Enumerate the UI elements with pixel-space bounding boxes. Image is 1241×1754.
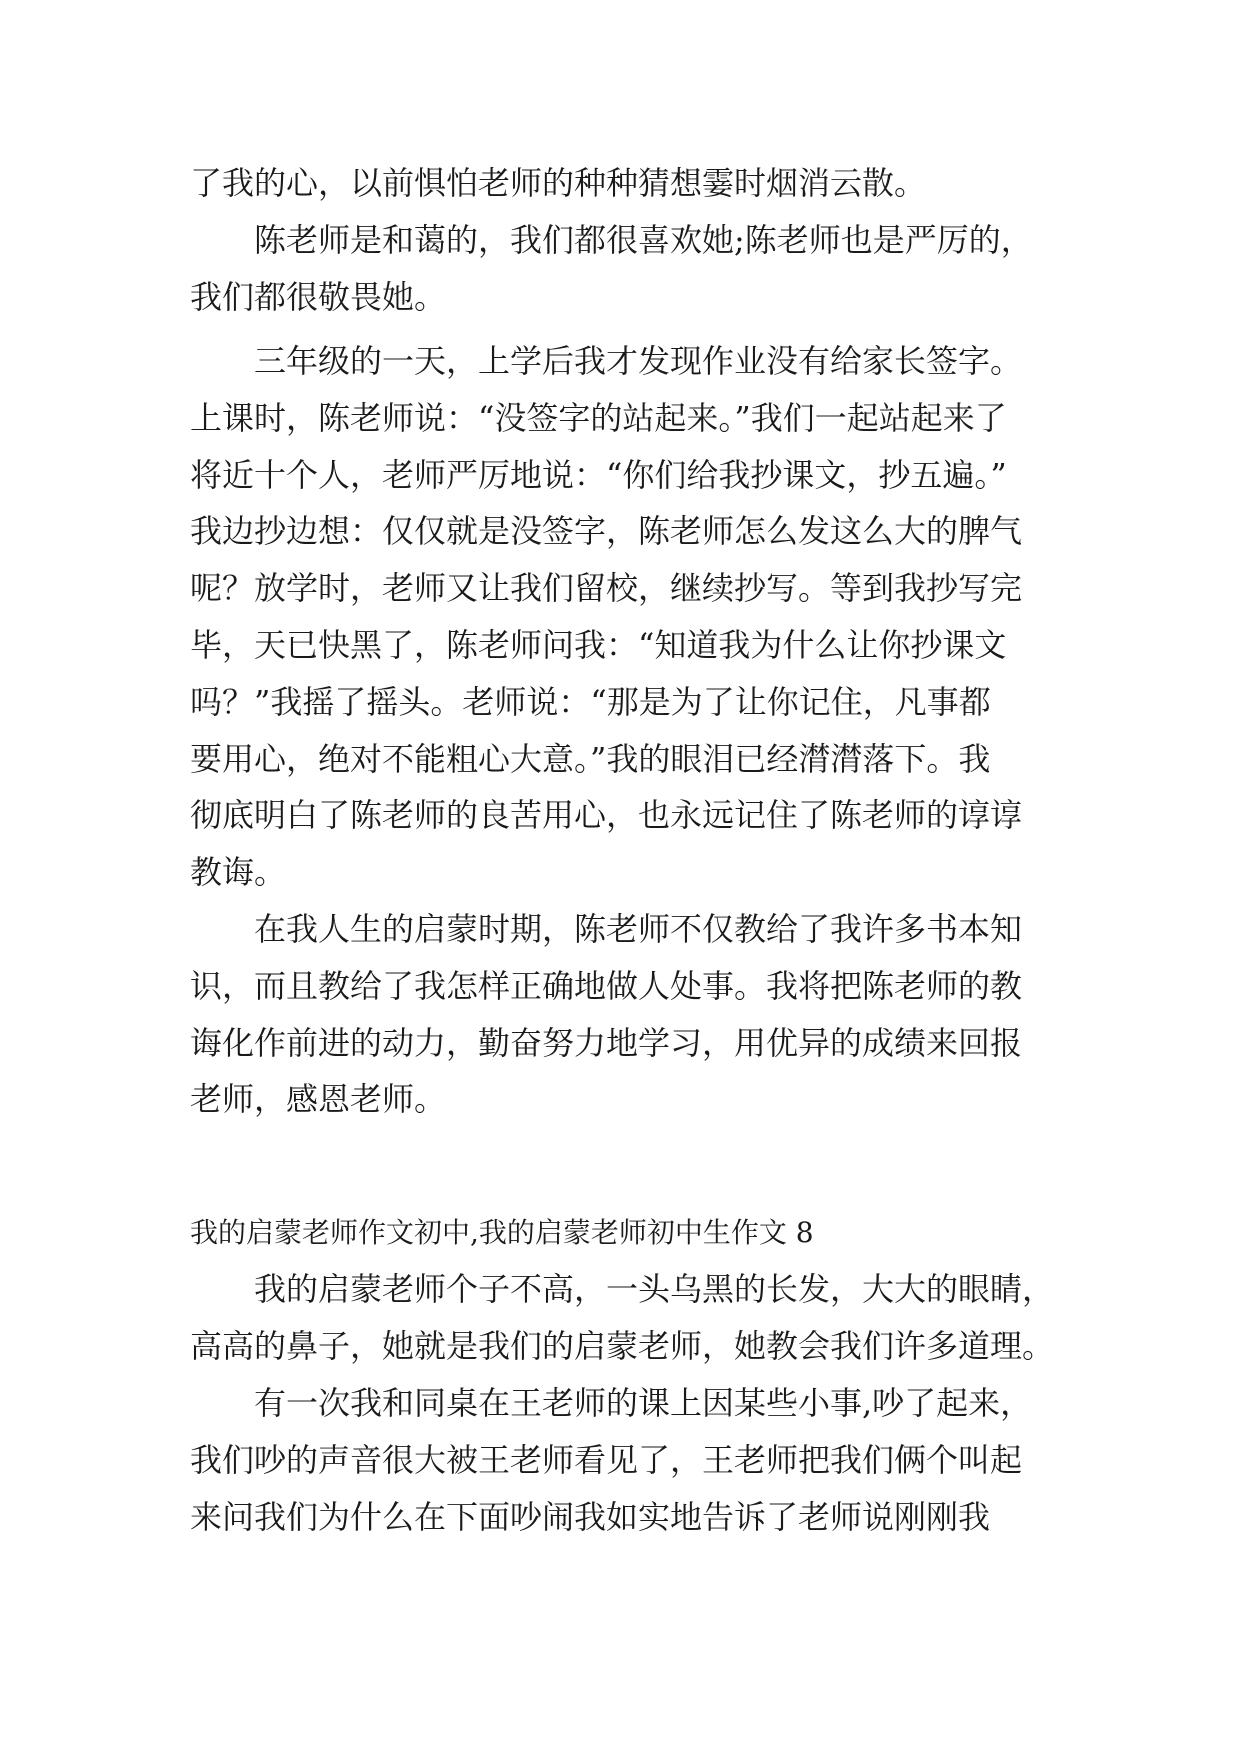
text-line: 陈老师是和蔼的，我们都很喜欢她;陈老师也是严厉的， — [254, 221, 1033, 259]
text-line: 将近十个人，老师严厉地说：“你们给我抄课文，抄五遍。” — [190, 456, 1007, 494]
text-line: 有一次我和同桌在王老师的课上因某些小事,吵了起来， — [254, 1384, 1033, 1422]
text-line: 上课时，陈老师说：“没签字的站起来。”我们一起站起来了 — [190, 399, 1007, 437]
text-line: 来问我们为什么在下面吵闹我如实地告诉了老师说刚刚我 — [190, 1498, 991, 1536]
text-line: 我们吵的声音很大被王老师看见了，王老师把我们俩个叫起 — [190, 1441, 1023, 1479]
text-line: 教诲。 — [190, 853, 287, 891]
text-line: 呢？放学时，老师又让我们留校，继续抄写。等到我抄写完 — [190, 569, 1023, 607]
text-line: 我的启蒙老师个子不高，一头乌黑的长发，大大的眼睛， — [254, 1270, 1055, 1308]
text-line: 三年级的一天，上学后我才发现作业没有给家长签字。 — [254, 342, 1023, 380]
section-heading: 我的启蒙老师作文初中,我的启蒙老师初中生作文 8 — [190, 1216, 814, 1249]
text-line: 毕，天已快黑了，陈老师问我：“知道我为什么让你抄课文 — [190, 626, 1007, 664]
text-line: 高高的鼻子，她就是我们的启蒙老师，她教会我们许多道理。 — [190, 1327, 1055, 1365]
text-line: 诲化作前进的动力，勤奋努力地学习，用优异的成绩来回报 — [190, 1024, 1023, 1062]
text-line: 老师，感恩老师。 — [190, 1080, 447, 1118]
text-line: 识，而且教给了我怎样正确地做人处事。我将把陈老师的教 — [190, 967, 1023, 1005]
text-line: 了我的心，以前惧怕老师的种种猜想霎时烟消云散。 — [190, 164, 927, 202]
text-line: 我边抄边想：仅仅就是没签字，陈老师怎么发这么大的脾气 — [190, 512, 1023, 550]
text-line: 在我人生的启蒙时期，陈老师不仅教给了我许多书本知 — [254, 910, 1023, 948]
text-line: 要用心，绝对不能粗心大意。”我的眼泪已经潸潸落下。我 — [190, 740, 991, 778]
text-line: 彻底明白了陈老师的良苦用心，也永远记住了陈老师的谆谆 — [190, 796, 1023, 834]
text-line: 我们都很敬畏她。 — [190, 278, 447, 316]
text-line: 吗？”我摇了摇头。老师说：“那是为了让你记住，凡事都 — [190, 683, 991, 721]
